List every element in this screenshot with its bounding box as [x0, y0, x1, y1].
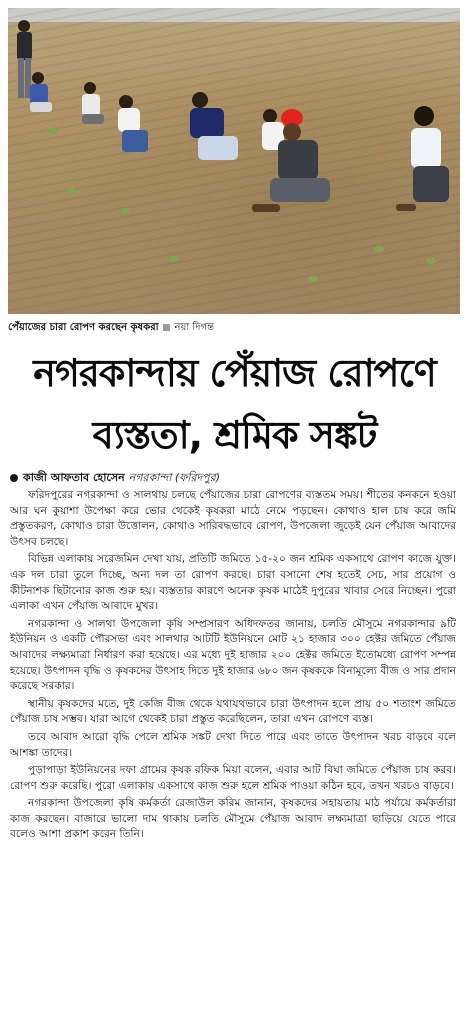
headline-line-1: নগরকান্দায় পেঁয়াজ রোপণে: [33, 351, 436, 395]
article-paragraph: নগরকান্দা ও সালথা উপজেলা কৃষি সম্প্রসারণ অধিদফতর জানায়, চলতি মৌসুমে নগরকান্দার ৯টি ইউনিয়ন ও একটি পৌরসভা এবং সালথার আটটি ইউনিয়নে মোট ২১ হাজার ৩০০ হেক্টর জমিতে পেঁয়াজ আবাদের লক্ষ্যমাত্রা নির্ধারণ করা হয়েছে। এর মধ্যে দুই হাজার ২০০ হেক্টর জমিতে ইতোমধ্যে রোপণ সম্পন্ন হয়েছে। উৎপাদন বৃদ্ধি ও কৃষকদের উৎসাহ দিতে দুই হাজার ৬৮০ জন কৃষককে বিনামূল্যে বীজ ও সার প্রদান করেছে সরকার।: [10, 617, 456, 693]
caption-text: পেঁয়াজের চারা রোপণ করছেন কৃষকরা: [8, 322, 159, 333]
byline-author: কাজী আফতাব হোসেন: [23, 471, 125, 484]
caption-source: নয়া দিগন্ত: [174, 322, 214, 333]
article-body: [10, 488, 456, 845]
square-bullet-icon: [163, 324, 170, 331]
article-paragraph: পুড়াপাড়া ইউনিয়নের দফা গ্রামের কৃষক রফিক মিয়া বলেন, এবার আট বিঘা জমিতে পেঁয়াজ চাষ করব। রোপণ শুরু করেছি। পুরো এলাকায় একসাথে কাজ শুরু হলে শ্রমিক পাওয়া কঠিন হবে, তখন খরচও বাড়বে।: [10, 764, 456, 792]
news-photo: [8, 8, 460, 314]
byline-place: নগরকান্দা (ফরিদপুর): [128, 471, 220, 484]
farmer-planting: [190, 92, 238, 160]
standing-farmer: [17, 20, 32, 98]
headline-line-2: ব্যস্ততা, শ্রমিক সঙ্কট: [92, 413, 377, 457]
article-paragraph: তবে আবাদ আরো বৃদ্ধি পেলে শ্রমিক সঙ্কট দেখা দিতে পারে এবং তাতে উৎপাদন খরচ বাড়বে বলে আশঙ্কা তাদের।: [10, 730, 456, 759]
article-paragraph: বিভিন্ন এলাকায় সরেজমিন দেখা যায়, প্রতিটি জমিতে ১৫-২০ জন শ্রমিক একসাথে রোপণ কাজে যুক্ত। এক দল চারা তুলে দিচ্ছে, অন্য দল তা রোপণ করছে। চারা বসানো শেষ হতেই সেচ, সার প্রয়োগ ও কীটনাশক ছিটানোর কাজ শুরু হয়। ব্যস্ততার কারণে অনেক কৃষক মাঠেই দুপুরের খাবার সেরে নিচ্ছেন। পুরো এলাকা এখন পেঁয়াজ আবাদে মুখর।: [10, 553, 456, 613]
boy-in-field: [396, 106, 449, 211]
photo-caption: [8, 319, 460, 337]
article-paragraph: ফরিদপুরের নগরকান্দা ও সালথায় চলছে পেঁয়াজের চারা রোপণের ব্যস্ততম সময়। শীতের কনকনে হওয়া আর ঘন কুয়াশা উপেক্ষা করে ভোর থেকেই কৃষকরা মাঠে নেমে পড়ছেন। কোথাও হাল চাষ করে জমি প্রস্তুতকরণ, কোথাও চারা উত্তোলন, কোথাও সারিবদ্ধভাবে রোপণ, উপজেলা জুড়েই যেন পেঁয়াজ আবাদের উৎসব চলছে।: [10, 489, 456, 548]
byline: [10, 469, 462, 487]
article-paragraph: স্থানীয় কৃষকদের মতে, দুই কেজি বীজ থেকে যথাযথভাবে চারা উৎপাদন হলে প্রায় ৫০ শতাংশ জমিতে পেঁয়াজ চাষ সম্ভব। যারা আগে থেকেই চারা প্রস্তুত করেছিলেন, তারা এখন রোপণে ব্যস্ত।: [10, 697, 456, 726]
farmer-planting: [30, 72, 52, 112]
article-paragraph: নগরকান্দা উপজেলা কৃষি কর্মকর্তা রেজাউল করিম জানান, কৃষকদের সহায়তায় মাঠ পর্যায়ে কর্মকর্তারা কাজ করছেন। বাজারে ভালো দাম থাকায় চলতি মৌসুমে পেঁয়াজ আবাদ লক্ষ্যমাত্রা ছাড়িয়ে যেতে পারে বলেও আশা প্রকাশ করেন তিনি।: [10, 797, 456, 841]
farmer-planting: [82, 82, 104, 124]
farmer-planting: [118, 95, 148, 152]
headline: [4, 348, 465, 460]
bullet-icon: [10, 474, 18, 482]
farmers-illustration: [8, 8, 460, 314]
